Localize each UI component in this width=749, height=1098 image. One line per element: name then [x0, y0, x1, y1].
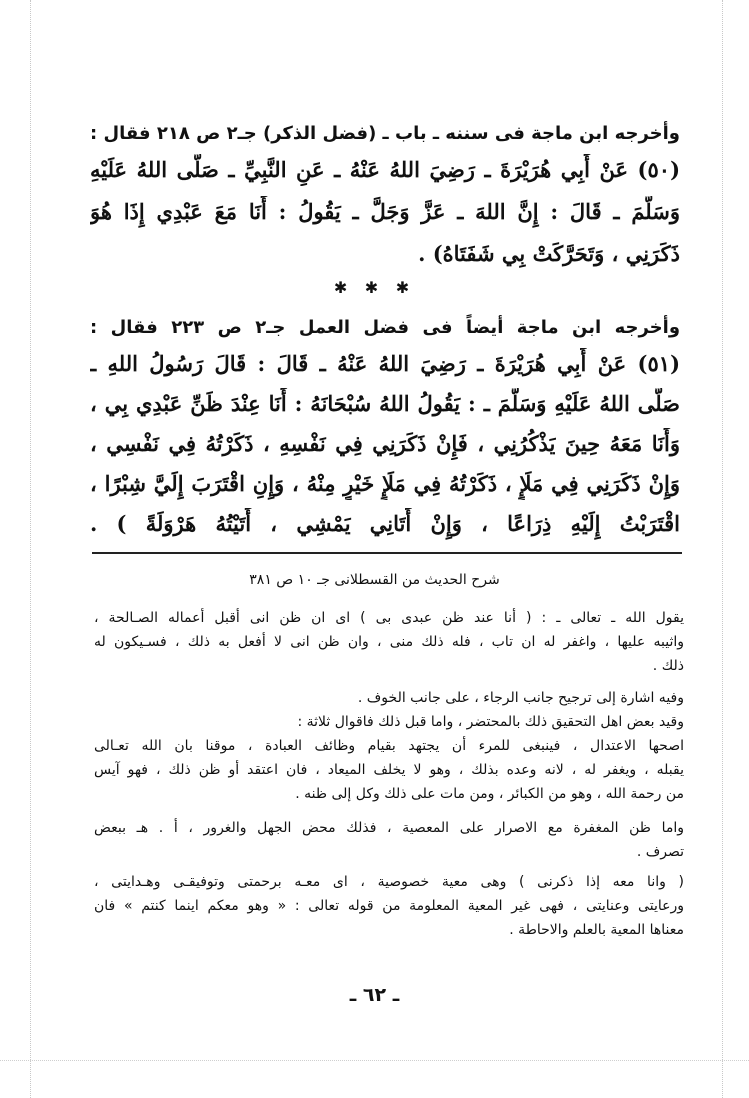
footnote-separator	[92, 552, 682, 554]
footnote-title: شرح الحديث من القسطلانى جـ ١٠ ص ٣٨١	[249, 572, 500, 588]
footnote-line-6: اصحها الاعتدال ، فينبغى للمرء أن يجتهد بقيام وظائف العبادة ، موقنا بان الله تعـالى	[94, 738, 684, 754]
footnote-line-9: واما ظن المغفرة مع الاصرار على المعصية ، فذلك محض الجهل والغرور ، أ . هـ ببعض	[94, 820, 684, 836]
page-edge-left	[30, 0, 31, 1098]
footnote-line-8: من رحمة الله ، وهو من الكبائر ، ومن مات على ذلك وكل إلى ظنه .	[295, 786, 684, 802]
page-edge-bottom	[0, 1060, 749, 1061]
footnote-line-5: وقيد بعض اهل التحقيق ذلك بالمحتضر ، واما قبل ذلك فاقوال ثلاثة :	[297, 714, 684, 730]
hadith-51-line-1: (٥١) عَنْ أَبِي هُرَيْرَةَ ـ رَضِيَ اللهُ عَنْهُ ـ قَالَ : قَالَ رَسُولُ اللهِ ـ	[90, 351, 680, 376]
footnote-line-13: معناها المعية بالعلم والاحاطة .	[509, 922, 684, 938]
page-number: ـ ٦٢ ـ	[349, 984, 400, 1006]
footnote-line-2: واثيبه عليها ، واغفر له ان تاب ، فله ذلك منى ، وان ظن انى لا أفعل به ذلك ، فسـيكون له	[94, 634, 684, 650]
hadith-51-line-4: وَإِنْ ذَكَرَنِي فِي مَلَإٍ ، ذَكَرْتُهُ فِي مَلَإٍ خَيْرٍ مِنْهُ ، وَإِنِ اقْتَرَبَ إِلَيَّ شِبْرًا ،	[90, 471, 680, 496]
hadith-50-intro: وأخرجه ابن ماجة فى سننه ـ باب ـ (فضل الذكر) جـ٢ ص ٢١٨ فقال :	[90, 123, 680, 144]
hadith-51-intro: وأخرجه ابن ماجة أيضاً فى فضل العمل جـ٢ ص ٢٢٣ فقال :	[90, 317, 680, 338]
hadith-51-line-3: وَأَنَا مَعَهُ حِينَ يَذْكُرُنِي ، فَإِنْ ذَكَرَنِي فِي نَفْسِهِ ، ذَكَرْتُهُ فِي نَفْسِي ،	[90, 431, 680, 456]
footnote-line-11: ( وانا معه إذا ذكرنى ) وهى معية خصوصية ، اى معـه برحمتى وتوفيقـى وهـدايتى ،	[94, 874, 684, 890]
hadith-50-line-2: وَسَلَّمَ ـ قَالَ : إِنَّ اللهَ ـ عَزَّ وَجَلَّ ـ يَقُولُ : أَنَا مَعَ عَبْدِي إِذَا هُوَ	[90, 199, 680, 224]
hadith-50-line-3: ذَكَرَنِي ، وَتَحَرَّكَتْ بِي شَفَتَاهُ) .	[418, 241, 680, 266]
footnote-line-10: تصرف .	[636, 844, 684, 860]
section-divider-stars: ✱ ✱ ✱	[333, 278, 416, 297]
footnote-line-7: يقبله ، ويغفر له ، لانه وعده بذلك ، وهو لا يخلف الميعاد ، فان اعتقد أو ظن ذلك ، فهو آيس	[94, 762, 684, 778]
footnote-line-12: ورعايتى وعنايتى ، فهى غير المعية المعلومة من قوله تعالى : « وهو معكم اينما كنتم » فان	[94, 898, 684, 914]
hadith-51-line-2: صَلَّى اللهُ عَلَيْهِ وَسَلَّمَ ـ : يَقُولُ اللهُ سُبْحَانَهُ : أَنَا عِنْدَ ظَنِّ عَبْدِي بِي ،	[90, 391, 680, 416]
hadith-51-line-5: اقْتَرَبْتُ إِلَيْهِ ذِرَاعًا ، وَإِنْ أَتَانِي يَمْشِي ، أَتَيْتُهُ هَرْوَلَةً ) .	[90, 511, 680, 536]
hadith-50-line-1: (٥٠) عَنْ أَبِي هُرَيْرَةَ ـ رَضِيَ اللهُ عَنْهُ ـ عَنِ النَّبِيِّ ـ صَلَّى اللهُ عَلَيْهِ	[90, 157, 680, 182]
footnote-line-1: يقول الله ـ تعالى ـ : ( أنا عند ظن عبدى بى ) اى ان ظن انى أقبل أعماله الصـالحة ،	[94, 610, 684, 626]
footnote-line-3: ذلك .	[652, 658, 684, 674]
footnote-line-4: وفيه اشارة إلى ترجيح جانب الرجاء ، على جانب الخوف .	[357, 690, 684, 706]
page-edge-right	[722, 0, 723, 1098]
